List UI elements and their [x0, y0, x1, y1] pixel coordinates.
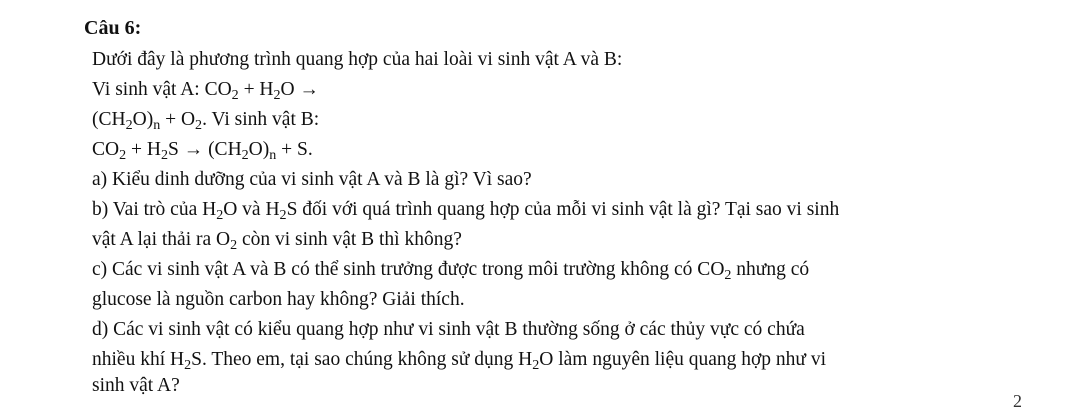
- subscript: 2: [125, 116, 133, 133]
- question-line: d) Các vi sinh vật có kiểu quang hợp như vi sinh vật B thường sống ở các thủy vực có chứa: [92, 319, 805, 340]
- subscript: 2: [119, 146, 127, 163]
- question-line: a) Kiểu dinh dưỡng của vi sinh vật A và B là gì? Vì sao?: [92, 169, 532, 190]
- page-number: 2: [1013, 391, 1022, 411]
- subscript: 2: [724, 266, 732, 283]
- question-line: Vi sinh vật A: $CO_2 + H_2O$ →: [92, 79, 320, 103]
- question-title: Câu 6:: [84, 17, 142, 39]
- subscript: 2: [279, 206, 287, 223]
- question-line: sinh vật A?: [92, 375, 180, 396]
- subscript: n: [153, 116, 161, 133]
- question-line: vật A lại thải ra $O_2$ còn vi sinh vật B thì không?: [92, 229, 462, 253]
- question-line: glucose là nguồn carbon hay không? Giải thích.: [92, 289, 465, 310]
- question-line: nhiều khí $H_2S$. Theo em, tại sao chúng không sử dụng $H_2O$ làm nguyên liệu quang hợp như vi: [92, 349, 827, 373]
- question-line: c) Các vi sinh vật A và B có thể sinh trưởng được trong môi trường không có $CO_2$ nhưng có: [92, 259, 810, 283]
- subscript: 2: [230, 236, 238, 253]
- subscript: 2: [273, 86, 281, 103]
- subscript: 2: [231, 86, 239, 103]
- question-line: b) Vai trò của $H_2O$ và $H_2S$ đối với quá trình quang hợp của mỗi vi sinh vật là gì? Tại sao vi sinh: [92, 199, 840, 223]
- subscript: 2: [241, 146, 249, 163]
- question-line: $(CH_2O)_n + O_2$. Vi sinh vật B:: [92, 109, 320, 133]
- subscript: 2: [195, 116, 203, 133]
- subscript: 2: [216, 206, 224, 223]
- subscript: 2: [532, 356, 540, 373]
- question-line: $CO_2 + H_2S \to (CH_2O)_n + S$.: [92, 139, 313, 163]
- subscript: 2: [160, 146, 168, 163]
- subscript: 2: [184, 356, 192, 373]
- subscript: n: [269, 146, 277, 163]
- question-line: Dưới đây là phương trình quang hợp của hai loài vi sinh vật A và B:: [92, 49, 623, 70]
